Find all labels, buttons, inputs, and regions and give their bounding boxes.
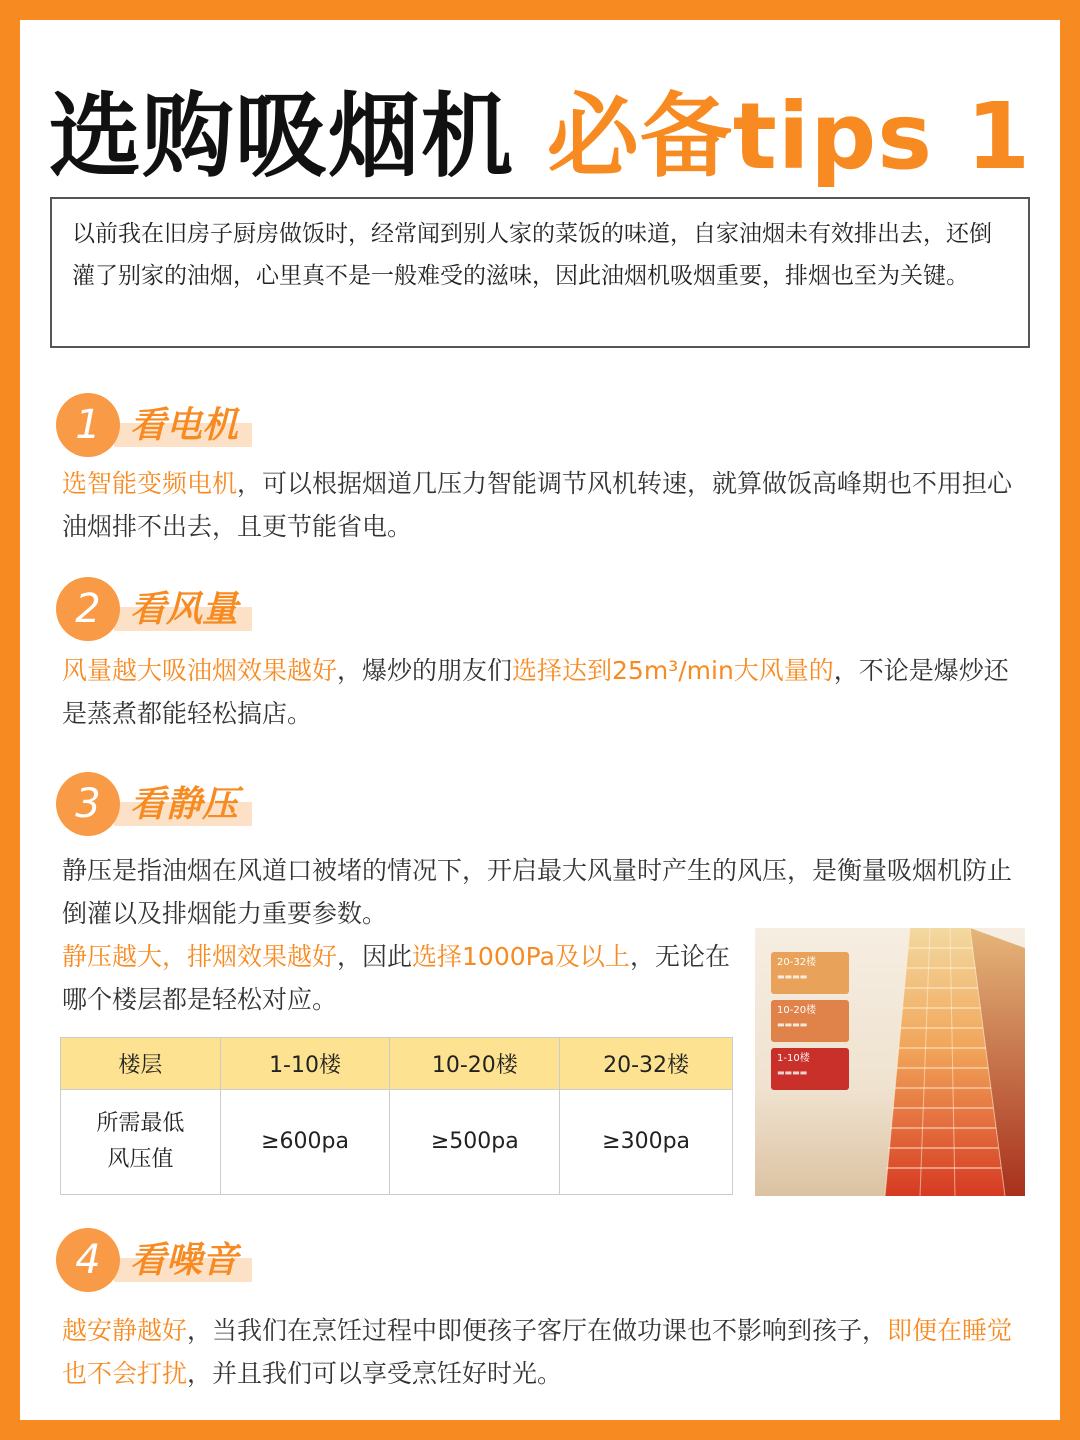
table-header-cell: 楼层: [61, 1038, 221, 1090]
section-2-text: [62, 649, 1032, 735]
table-cell: ≥300pa: [560, 1090, 733, 1195]
title-accent: 必备tips 1: [546, 83, 1032, 190]
section-4-body-1: ，当我们在烹饪过程中即便孩子客厅在做功课也不影响到孩子，: [187, 1316, 888, 1345]
section-4-highlight-2: 即便在睡觉也不会打扰: [62, 1316, 1013, 1388]
section-4-body-2: ，并且我们可以享受烹饪好时光。: [187, 1359, 563, 1388]
section-2-title: 看风量: [130, 589, 239, 630]
section-1-text: [62, 462, 1032, 548]
section-1-number: 1: [56, 393, 120, 457]
section-3-header: [56, 772, 296, 836]
section-4-highlight-1: 越安静越好: [62, 1316, 188, 1345]
floor-card-label: 1-10楼: [777, 1053, 810, 1064]
pressure-table: [60, 1037, 733, 1195]
section-1-header: [56, 393, 296, 457]
table-row: [61, 1090, 733, 1195]
floor-card-label: 10-20楼: [777, 1005, 817, 1016]
floor-card-mid: [771, 1000, 849, 1042]
section-1-title: 看电机: [130, 405, 239, 446]
table-cell: ≥600pa: [220, 1090, 390, 1195]
section-2-highlight-1: 风量越大吸油烟效果越好: [62, 656, 338, 685]
section-4-number: 4: [56, 1228, 120, 1292]
table-header-cell: 20-32楼: [560, 1038, 733, 1090]
section-4-text: [62, 1309, 1032, 1395]
floor-card-label: 20-32楼: [777, 957, 817, 968]
page-title: [20, 82, 1060, 192]
floor-card-low: [771, 1048, 849, 1090]
section-1-highlight: 选智能变频电机: [62, 469, 238, 498]
section-2-number: 2: [56, 577, 120, 641]
section-4-header: [56, 1228, 296, 1292]
section-3-text-1: 静压是指油烟在风道口被堵的情况下，开启最大风量时产生的风压，是衡量吸烟机防止倒灌以及排烟能力重要参数。: [62, 856, 1013, 928]
section-2-highlight-2: 选择达到25m³/min大风量的: [512, 656, 834, 685]
section-3-body-1: ，因此: [337, 942, 413, 971]
table-row-label: [61, 1090, 221, 1195]
row-label-line-1: 所需最低: [96, 1111, 185, 1136]
table-cell: ≥500pa: [390, 1090, 560, 1195]
section-4-title: 看噪音: [130, 1240, 239, 1281]
section-2-body-2: ，不论是爆炒还是蒸煮都能轻松搞店。: [62, 656, 1009, 728]
table-header-cell: 10-20楼: [390, 1038, 560, 1090]
section-2-body-1: ，爆炒的朋友们: [337, 656, 513, 685]
section-3-highlight-1: 静压越大，排烟效果越好: [62, 942, 338, 971]
building-image: [755, 928, 1025, 1196]
section-2-header: [56, 577, 296, 641]
section-3-body-2: ，无论在哪个楼层都是轻松对应。: [62, 942, 730, 1014]
floor-card-sub: ▬▬▬▬: [777, 1068, 808, 1077]
floor-card-sub: ▬▬▬▬: [777, 1020, 808, 1029]
table-header-cell: 1-10楼: [220, 1038, 390, 1090]
section-3-highlight-2: 选择1000Pa及以上: [412, 942, 630, 971]
section-3-number: 3: [56, 772, 120, 836]
intro-box: 以前我在旧房子厨房做饭时，经常闻到别人家的菜饭的味道，自家油烟未有效排出去，还倒灌了别家的油烟，心里真不是一般难受的滋味，因此油烟机吸烟重要，排烟也至为关键。: [50, 197, 1030, 348]
floor-card-sub: ▬▬▬▬: [777, 972, 808, 981]
section-3-title: 看静压: [130, 784, 239, 825]
section-3-text-2: [62, 935, 734, 1021]
title-main: 选购吸烟机: [48, 83, 514, 190]
table-header-row: [61, 1038, 733, 1090]
section-1-body: ，可以根据烟道几压力智能调节风机转速，就算做饭高峰期也不用担心油烟排不出去，且更节能省电。: [62, 469, 1013, 541]
row-label-line-2: 风压值: [107, 1147, 174, 1172]
floor-card-high: [771, 952, 849, 994]
page: [20, 20, 1060, 1420]
